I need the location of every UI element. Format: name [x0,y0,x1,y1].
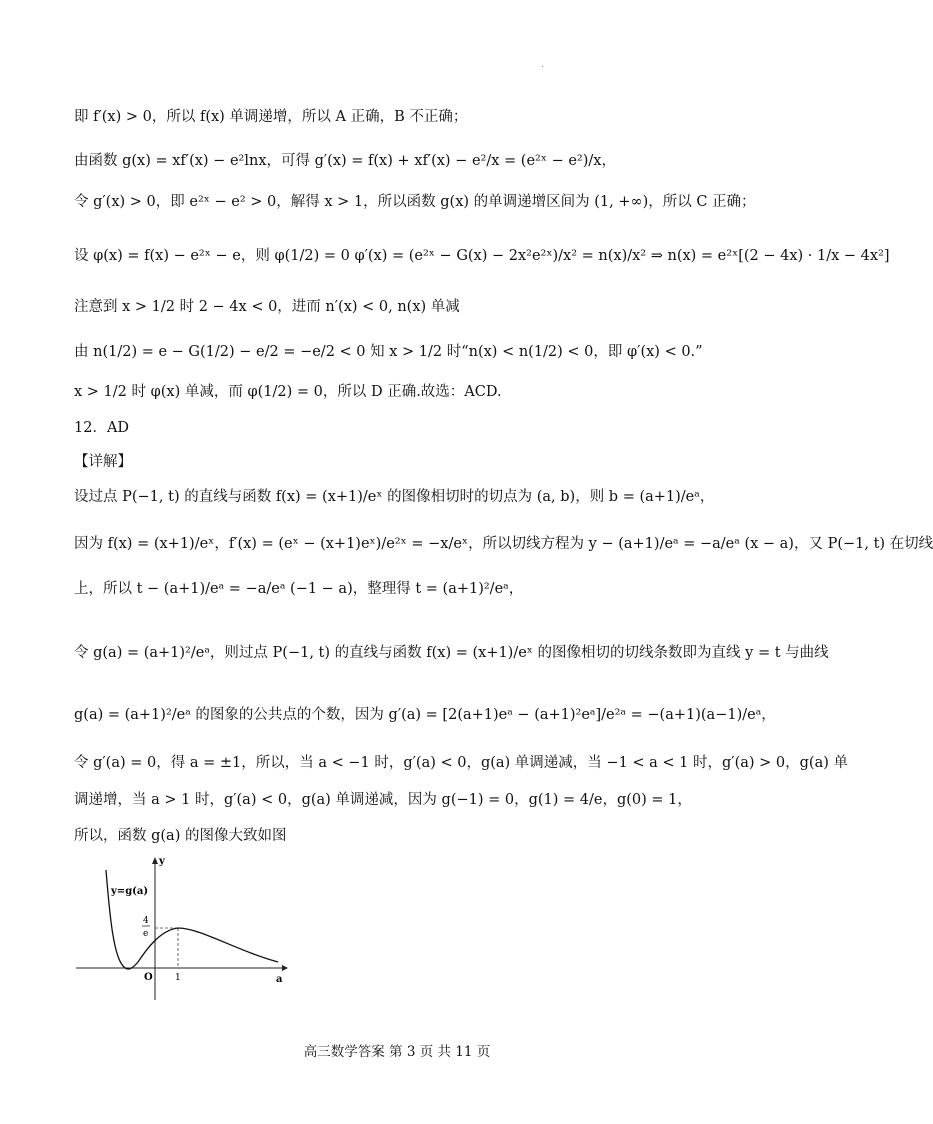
page-footer: 高三数学答案 第 3 页 共 11 页 [303,1044,491,1060]
text-line-11: 因为 f(x) = (x+1)/eˣ，f′(x) = (eˣ − (x+1)eˣ)/e²ˣ = −x/eˣ，所以切线方程为 y − (a+1)/eᵃ = −a/eᵃ (x − a)，又 P(−1, t) 在切线 [74,536,933,552]
text-line-12: 上，所以 t − (a+1)/eᵃ = −a/eᵃ (−1 − a)，整理得 t = (a+1)²/eᵃ， [74,581,524,597]
x-axis-label: a [276,974,283,985]
text-line-17: 所以，函数 g(a) 的图像大致如图 [74,828,287,844]
text-line-10: 设过点 P(−1, t) 的直线与函数 f(x) = (x+1)/eˣ 的图像相切时的切点为 (a, b)，则 b = (a+1)/eᵃ， [74,489,715,505]
text-line-6: 由 n(1/2) = e − G(1/2) − e/2 = −e/2 < 0 知 x > 1/2 时“n(x) < n(1/2) < 0，即 φ′(x) < 0.” [74,344,703,360]
text-line-14: g(a) = (a+1)²/eᵃ 的图象的公共点的个数，因为 g′(a) = [2(a+1)eᵃ − (a+1)²eᵃ]/e²ᵃ = −(a+1)(a−1)/eᵃ， [74,707,776,723]
function-graph [70,850,290,1010]
origin-label: O [144,972,153,983]
text-line-15: 令 g′(a) = 0，得 a = ±1，所以，当 a < −1 时，g′(a) < 0，g(a) 单调递减，当 −1 < a < 1 时，g′(a) > 0，g(a) 单 [74,755,848,771]
y-tick-numerator: 4 [143,916,149,926]
x-tick-label: 1 [175,973,181,983]
text-line-5: 注意到 x > 1/2 时 2 − 4x < 0，进而 n′(x) < 0, n(x) 单减 [74,299,460,315]
text-line-3: 令 g′(x) > 0，即 e²ˣ − e² > 0，解得 x > 1，所以函数 g(x) 的单调递增区间为 (1, +∞)，所以 C 正确； [74,194,756,210]
text-line-7: x > 1/2 时 φ(x) 单减，而 φ(1/2) = 0，所以 D 正确.故选：ACD. [74,384,502,400]
text-line-16: 调递增，当 a > 1 时，g′(a) < 0，g(a) 单调递减，因为 g(−1) = 0，g(1) = 4/e，g(0) = 1， [74,792,692,808]
curve-label: y=g(a) [111,886,149,897]
y-tick-denominator: e [143,929,149,939]
text-line-1: 即 f′(x) > 0，所以 f(x) 单调递增，所以 A 正确，B 不正确； [74,109,468,125]
text-line-2: 由函数 g(x) = xf′(x) − e²lnx，可得 g′(x) = f(x) + xf′(x) − e²/x = (e²ˣ − e²)/x， [74,153,616,169]
text-line-13: 令 g(a) = (a+1)²/eᵃ，则过点 P(−1, t) 的直线与函数 f(x) = (x+1)/eˣ 的图像相切的切线条数即为直线 y = t 与曲线 [74,645,829,661]
question-answer: 12．AD [74,420,130,436]
text-line-4: 设 φ(x) = f(x) − e²ˣ − e，则 φ(1/2) = 0 φ′(x) = (e²ˣ − G(x) − 2x²e²ˣ)/x² = n(x)/x² ⇒ n(x) = e²ˣ[(2 − 4x) · 1/x − 4x²] [74,248,890,264]
header-mark: · [541,62,545,73]
y-axis-label: y [159,856,165,867]
section-heading: 【详解】 [74,454,132,470]
